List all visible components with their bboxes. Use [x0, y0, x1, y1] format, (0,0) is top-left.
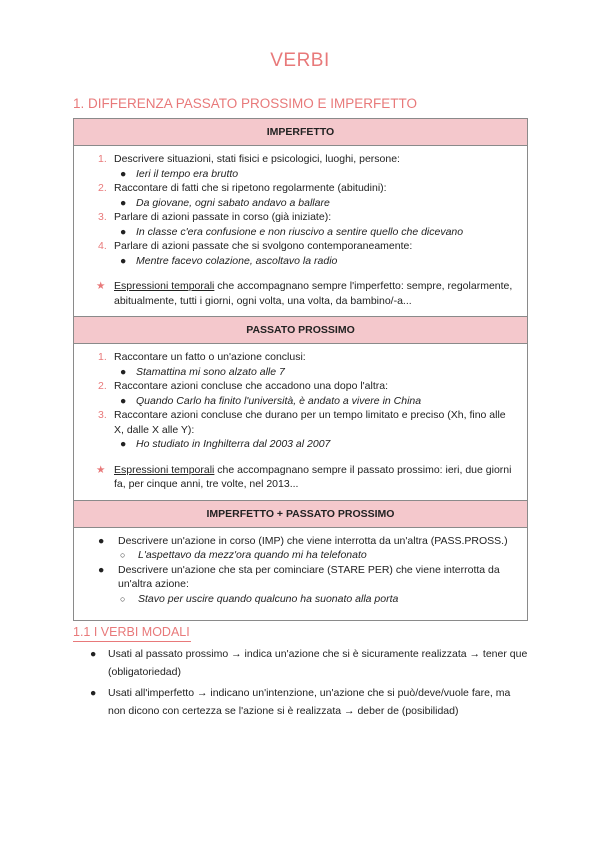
list-item: 3. Raccontare azioni concluse che durano per un tempo limitato e preciso (Xh, fino alle X, dalle X alle Y): [98, 409, 506, 436]
list-item: 2. Raccontare azioni concluse che accadono una dopo l'altra: [98, 380, 389, 392]
passato-cell [74, 344, 528, 501]
imperfetto-cell [74, 146, 528, 317]
list-item: ● Descrivere un'azione in corso (IMP) che viene interrotta da un'altra (PASS.PROSS.) [98, 534, 508, 547]
list-item: ● Descrivere un'azione che sta per cominciare (STARE PER) che viene interrotta da un'altra azione: [98, 563, 500, 590]
section-heading-2: 1.1 I VERBI MODALI [73, 625, 191, 642]
example-item: ● In classe c'era confusione e non riuscivo a sentire quello che dicevano [120, 225, 464, 238]
example-item: ● Stamattina mi sono alzato alle 7 [120, 365, 285, 378]
page-title: VERBI [270, 50, 330, 71]
example-item: ● Da giovane, ogni sabato andavo a ballare [120, 196, 330, 209]
example-item: ○ Stavo per uscire quando qualcuno ha suonato alla porta [120, 592, 399, 605]
list-item: 2. Raccontare di fatti che si ripetono regolarmente (abitudini): [98, 182, 387, 194]
modal-verbs-list [90, 645, 530, 723]
list-item: ● Usati all'imperfetto → indicano un'intenzione, un'azione che si può/deve/vuole fare, ma non dicono con certezza se l'azione si è realizzata → deber de (posibilidad) [90, 687, 511, 717]
table-header-imperfetto: IMPERFETTO [74, 119, 528, 146]
table-header-combo: IMPERFETTO + PASSATO PROSSIMO [74, 500, 528, 527]
list-item: 3. Parlare di azioni passate in corso (già iniziate): [98, 211, 332, 223]
example-item: ● Ho studiato in Inghilterra dal 2003 al 2007 [120, 438, 331, 450]
star-icon: ★ [96, 463, 106, 476]
list-item: ● Usati al passato prossimo → indica un'azione che si è sicuramente realizzata → tener que (obligatoriedad) [90, 648, 528, 678]
time-expressions-note: ★ Espressioni temporali che accompagnano sempre il passato prossimo: ieri, due giorni fa, per cinque anni, tre volte, nel 2013... [96, 463, 512, 490]
list-item: 1. Raccontare un fatto o un'azione conclusi: [98, 351, 306, 363]
time-expressions-note: ★ Espressioni temporali che accompagnano sempre l'imperfetto: sempre, regolarmente, abitualmente, tutti i giorni, ogni volta, una volta, da bambino/-a... [96, 280, 513, 307]
list-item: 4. Parlare di azioni passate che si svolgono contemporaneamente: [98, 240, 413, 252]
list-item: 1. Descrivere situazioni, stati fisici e psicologici, luoghi, persone: [98, 153, 400, 165]
heading-underline [73, 641, 191, 642]
table-header-passato: PASSATO PROSSIMO [74, 317, 528, 344]
verb-comparison-table [73, 118, 528, 621]
example-item: ● Quando Carlo ha finito l'università, è andato a vivere in China [120, 394, 422, 407]
section-heading-1: 1. DIFFERENZA PASSATO PROSSIMO E IMPERFETTO [73, 96, 418, 111]
example-item: ● Ieri il tempo era brutto [120, 167, 239, 180]
combo-cell [74, 527, 528, 620]
example-item: ○ L'aspettavo da mezz'ora quando mi ha telefonato [120, 549, 367, 561]
example-item: ● Mentre facevo colazione, ascoltavo la radio [120, 254, 338, 267]
star-icon: ★ [96, 280, 106, 292]
